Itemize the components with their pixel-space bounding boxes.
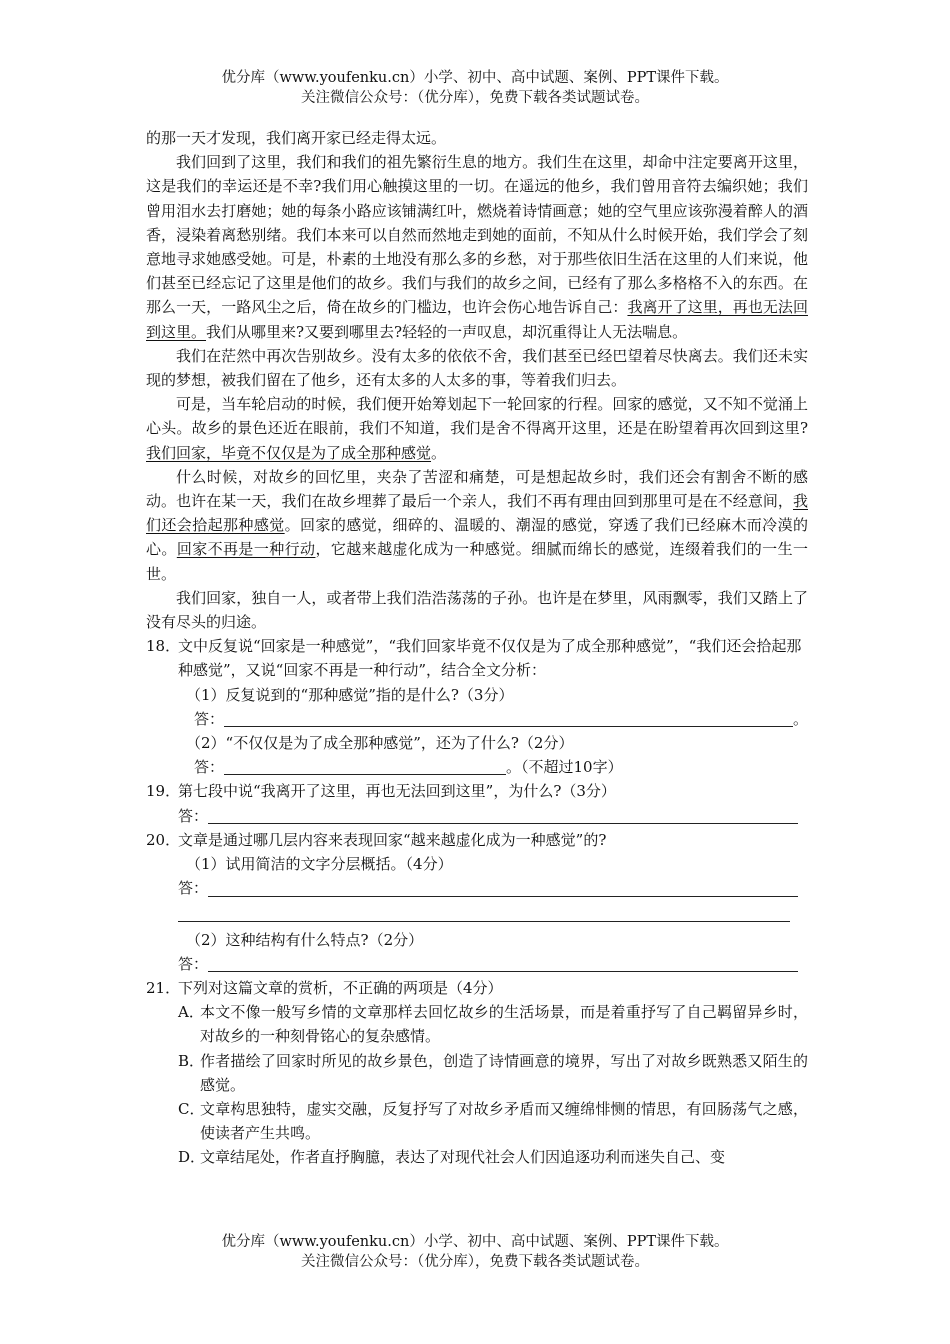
answer-blank[interactable] [208,879,798,897]
question-20-sub-1: （1）试用简洁的文字分层概括。（4分） [186,855,453,874]
answer-end-mark: 。 [792,709,808,728]
option-label: D． [178,1148,206,1167]
paragraph-text: 什么时候，对故乡的回忆里，夹杂了苦涩和痛楚，可是想起故乡时，我们还会有割舍不断的感动。也许在某一天，我们在故乡埋葬了最后一个亲人，我们不再有理由回到那里可是在不经意间， [146,467,808,511]
page-footer [0,1232,950,1272]
answer-blank[interactable] [224,709,793,727]
answer-line-18-1 [146,707,808,731]
paragraph-text: ，它越来越虚化成为一种感觉。细腻而绵长的感觉，连缀着我们的一生一世。 [146,540,808,583]
question-18-sub-2: （2）“不仅仅是为了成全那种感觉”，还为了什么?（2分） [186,734,574,753]
question-18-sub-1: （1）反复说到的“那种感觉”指的是什么?（3分） [186,685,514,704]
answer-line-19 [146,804,808,828]
option-c [146,1097,808,1145]
header-line-2: 关注微信公众号：（优分库），免费下载各类试题试卷。 [301,90,649,106]
answer-blank[interactable] [208,954,798,972]
question-19 [146,779,808,803]
answer-blank[interactable] [208,806,798,824]
question-18 [146,634,808,682]
paragraph-farewell: 我们在茫然中再次告别故乡。没有太多的依依不舍，我们甚至已经巴望着尽快离去。我们还未实现的梦想，被我们留在了他乡，还有太多的人太多的事，等着我们归去。 [146,346,808,390]
page-header [0,68,950,108]
question-20 [146,828,808,852]
header-line-1: 优分库（www.youfenku.cn）小学、初中、高中试题、案例、PPT课件下载。 [221,70,729,86]
option-label: B． [178,1051,205,1070]
answer-blank[interactable] [224,757,506,775]
question-20-sub-2: （2）这种结构有什么特点?（2分） [186,930,424,949]
footer-line-2: 关注微信公众号：（优分库），免费下载各类试题试卷。 [301,1254,649,1270]
paragraph-text: 我们回到了这里，我们和我们的祖先繁衍生息的地方。我们生在这里，却命中注定要离开这里，这是我们的幸运还是不幸?我们用心触摸这里的一切。在遥远的他乡，我们曾用音符去编织她；我们曾用泪水去打磨她；她的每条小路应该铺满红叶，燃烧着诗情画意；她的空气里应该弥漫着醉人的酒香，浸染着离愁别绪。我们本来可以自然而然地走到她的面前，不知从什么时候开始，我们学会了刻意地寻求她感受她。可是，朴素的土地没有那么多的乡愁，对于那些依旧生活在这里的人们来说，他们甚至已经忘记了这里是他们的故乡。我们与我们的故乡之间，已经有了那么多格格不入的东西。在那么一天，一路风尘之后，倚在故乡的门槛边，也许会伤心地告诉自己： [146,153,808,317]
option-a [146,1000,808,1048]
paragraph-text: 我们从哪里来?又要到哪里去?轻轻的一声叹息，却沉重得让人无法喘息。 [206,322,688,341]
answer-label: 答： [178,879,209,898]
question-text: 下列对这篇文章的赏析，不正确的两项是（4分） [178,978,503,997]
option-label: C． [178,1099,205,1118]
option-text: 文章结尾处，作者直抒胸臆，表达了对现代社会人们因追逐功利而迷失自己、变 [200,1148,726,1167]
answer-blank-extra[interactable] [178,901,790,922]
answer-label: 答： [194,709,225,728]
paragraph-text: 。 [431,443,447,462]
option-text: 文章构思独特，虚实交融，反复抒写了对故乡矛盾而又缠绵悱恻的情思，有回肠荡气之感，使读者产生共鸣。 [200,1099,808,1143]
answer-line-20-1 [146,876,808,900]
paragraph-return-home [146,150,808,344]
question-text: 第七段中说“我离开了这里，再也无法回到这里”，为什么?（3分） [178,782,616,801]
option-text: 本文不像一般写乡情的文章那样去回忆故乡的生活场景，而是着重抒写了自己羁留异乡时，对故乡的一种刻骨铭心的复杂感情。 [200,1003,808,1046]
answer-limit-note: 。（不超过10字） [506,758,623,777]
document-body [146,126,808,1170]
option-text: 作者描绘了回家时所见的故乡景色，创造了诗情画意的境界，写出了对故乡既熟悉又陌生的感觉。 [200,1051,808,1094]
question-number: 20． [146,830,181,849]
underlined-sentence-pickup: 我们还会拾起那种感觉 [146,492,808,535]
answer-label: 答： [178,954,209,973]
question-number: 21． [146,978,181,997]
question-text: 文章是通过哪几层内容来表现回家“越来越虚化成为一种感觉”的? [178,830,607,849]
option-label: A． [178,1003,204,1022]
paragraph-text: 。回家的感觉，细碎的、温暖的、潮湿的感觉，穿透了我们已经麻木而冷漠的心。 [146,516,808,559]
paragraph-ending: 我们回家，独自一人，或者带上我们浩浩荡荡的子孙。也许是在梦里，风雨飘零，我们又踏上了没有尽头的归途。 [146,588,808,632]
answer-label: 答： [194,758,225,777]
question-number: 18． [146,637,181,656]
option-d [146,1145,808,1169]
paragraph-wheels [146,392,808,465]
answer-label: 答： [178,806,209,825]
underlined-sentence-feeling: 我们回家，毕竟不仅仅是为了成全那种感觉 [146,443,432,462]
question-number: 19． [146,782,181,801]
underlined-sentence-leave: 我离开了这里，再也无法回到这里。 [146,298,808,341]
paragraph-text: 可是，当车轮启动的时候，我们便开始筹划起下一轮回家的行程。回家的感觉，又不知不觉涌上心头。故乡的景色还近在眼前，我们不知道，我们是舍不得离开这里，还是在盼望着再次回到这里? [146,395,808,438]
paragraph-memory [146,465,808,586]
footer-line-1: 优分库（www.youfenku.cn）小学、初中、高中试题、案例、PPT课件下载。 [221,1234,729,1250]
question-21 [146,976,808,1000]
answer-line-18-2 [146,755,808,779]
answer-line-20-2 [146,952,808,976]
paragraph-continuation: 的那一天才发现，我们离开家已经走得太远。 [146,129,447,147]
underlined-sentence-action: 回家不再是一种行动 [176,540,316,559]
option-b [146,1049,808,1097]
question-text: 文中反复说“回家是一种感觉”，“我们回家毕竟不仅仅是为了成全那种感觉”，“我们还会拾起那种感觉”，又说“回家不再是一种行动”，结合全文分析： [178,637,802,680]
